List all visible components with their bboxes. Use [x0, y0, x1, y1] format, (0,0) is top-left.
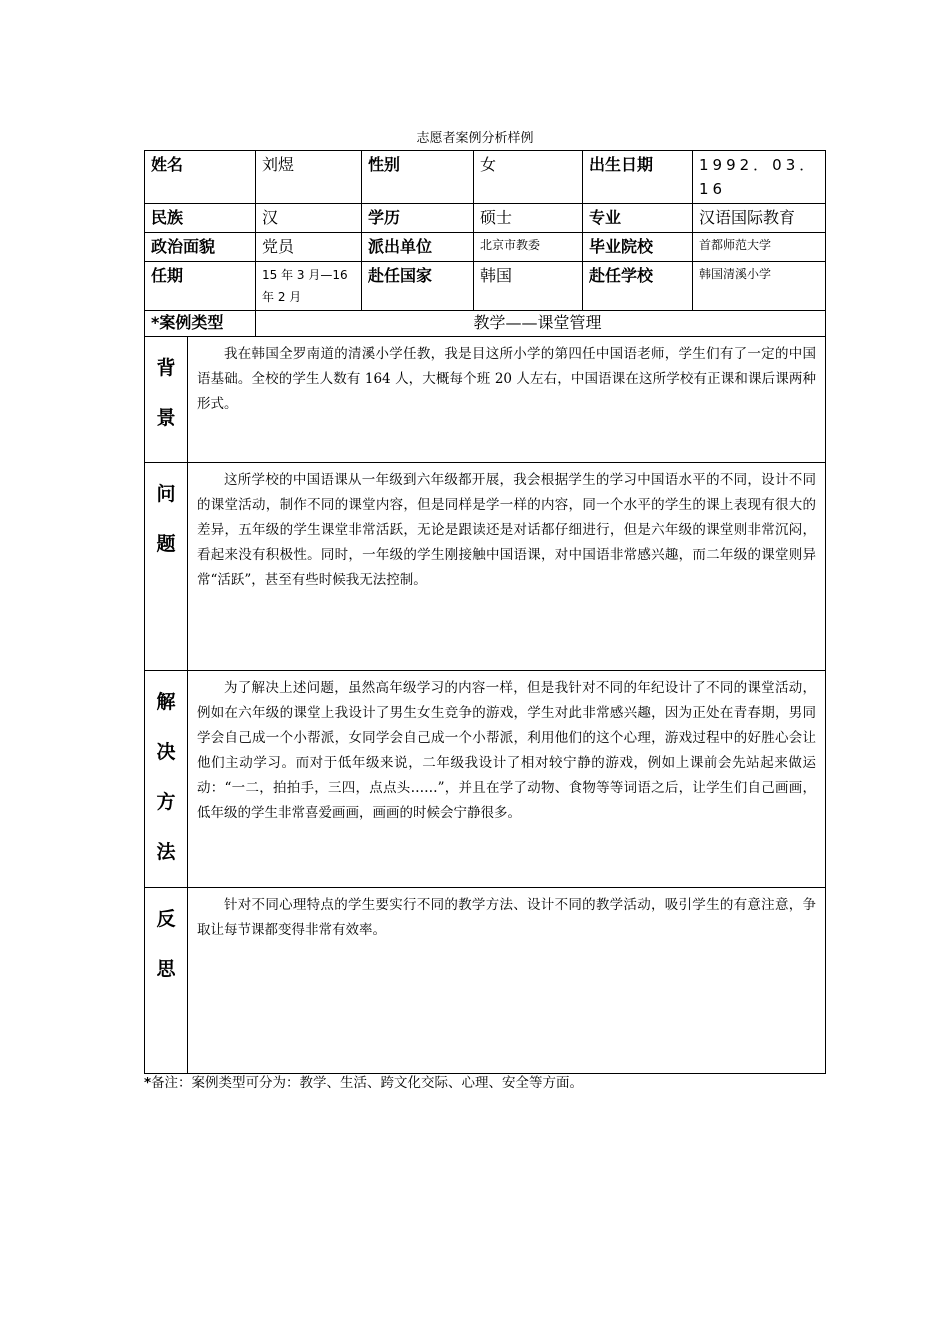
gender-label: 性别	[362, 151, 474, 204]
ethnicity-label: 民族	[145, 204, 256, 233]
education-label: 学历	[362, 204, 474, 233]
reflection-text: 针对不同心理特点的学生要实行不同的教学方法、设计不同的教学活动，吸引学生的有意注意，争取让每节课都变得非常有效率。	[197, 897, 816, 938]
major-label: 专业	[583, 204, 693, 233]
politics-value: 党员	[256, 233, 362, 262]
background-text: 我在韩国全罗南道的清溪小学任教，我是目这所小学的第四任中国语老师，学生们有了一定的中国语基础。全校的学生人数有 164 人，大概每个班 20 人左右，中国语课在这所学校有正课和课后课两种形式。	[197, 346, 816, 412]
problem-label	[145, 463, 188, 671]
post-school-value: 韩国清溪小学	[693, 262, 826, 311]
background-label-char-1: 背	[156, 357, 176, 379]
footnote-text: 备注：案例类型可分为：教学、生活、跨文化交际、心理、安全等方面。	[151, 1075, 584, 1091]
name-value: 刘煜	[256, 151, 362, 204]
case-type-label: *案例类型	[145, 311, 256, 337]
school-value: 首都师范大学	[693, 233, 826, 262]
footnote-star: *	[144, 1075, 152, 1091]
name-label: 姓名	[145, 151, 256, 204]
reflection-label	[145, 888, 188, 1074]
footnote	[144, 1071, 583, 1091]
problem-label-char-2: 题	[156, 533, 176, 555]
solution-label-char-4: 法	[156, 841, 176, 863]
term-label: 任期	[145, 262, 256, 311]
case-type-value: 教学——课堂管理	[256, 311, 826, 337]
dispatch-value: 北京市教委	[474, 233, 583, 262]
solution-text: 为了解决上述问题，虽然高年级学习的内容一样，但是我针对不同的年纪设计了不同的课堂活动，例如在六年级的课堂上我设计了男生女生竞争的游戏，学生对此非常感兴趣，因为正处在青春期，男同学会自己成一个小帮派，女同学会自己成一个小帮派，利用他们的这个心理，游戏过程中的好胜心会让他们主动学习。而对于低年级来说，二年级我设计了相对较宁静的游戏，例如上课前会先站起来做运动：“一二，拍拍手，三四，点点头……”，并且在学了动物、食物等等词语之后，让学生们自己画画，低年级的学生非常喜爱画画，画画的时候会宁静很多。	[197, 680, 816, 821]
dob-value: 1992．03．16	[693, 151, 826, 204]
info-row-3	[145, 233, 826, 262]
section-reflection	[145, 888, 826, 1074]
section-solution	[145, 671, 826, 888]
country-label: 赴任国家	[362, 262, 474, 311]
solution-label-char-3: 方	[156, 791, 176, 813]
info-table	[144, 150, 826, 337]
ethnicity-value: 汉	[256, 204, 362, 233]
dob-label: 出生日期	[583, 151, 693, 204]
school-label: 毕业院校	[583, 233, 693, 262]
reflection-label-char-1: 反	[156, 908, 176, 930]
education-value: 硕士	[474, 204, 583, 233]
term-value: 15 年 3 月—16 年 2 月	[256, 262, 362, 311]
country-value: 韩国	[474, 262, 583, 311]
info-row-1	[145, 151, 826, 204]
politics-label: 政治面貌	[145, 233, 256, 262]
background-label-char-2: 景	[156, 407, 176, 429]
section-problem	[145, 463, 826, 671]
info-row-2	[145, 204, 826, 233]
section-background	[145, 337, 826, 463]
solution-label	[145, 671, 188, 888]
major-value: 汉语国际教育	[693, 204, 826, 233]
dispatch-label: 派出单位	[362, 233, 474, 262]
reflection-label-char-2: 思	[156, 958, 176, 980]
problem-label-char-1: 问	[156, 483, 176, 505]
post-school-label: 赴任学校	[583, 262, 693, 311]
page-title: 志愿者案例分析样例	[416, 131, 534, 146]
case-type-row	[145, 311, 826, 337]
background-label	[145, 337, 188, 463]
solution-label-char-2: 决	[156, 741, 176, 763]
problem-text: 这所学校的中国语课从一年级到六年级都开展，我会根据学生的学习中国语水平的不同，设计不同的课堂活动，制作不同的课堂内容，但是同样是学一样的内容，同一个水平的学生的课上表现有很大的差异，五年级的学生课堂非常活跃，无论是跟读还是对话都仔细进行，但是六年级的课堂则非常沉闷，看起来没有积极性。同时，一年级的学生刚接触中国语课，对中国语非常感兴趣，而二年级的课堂则异常“活跃”，甚至有些时候我无法控制。	[197, 472, 816, 588]
case-sections	[144, 336, 826, 1074]
solution-label-char-1: 解	[156, 691, 176, 713]
gender-value: 女	[474, 151, 583, 204]
case-form	[144, 150, 825, 1074]
info-row-4	[145, 262, 826, 311]
